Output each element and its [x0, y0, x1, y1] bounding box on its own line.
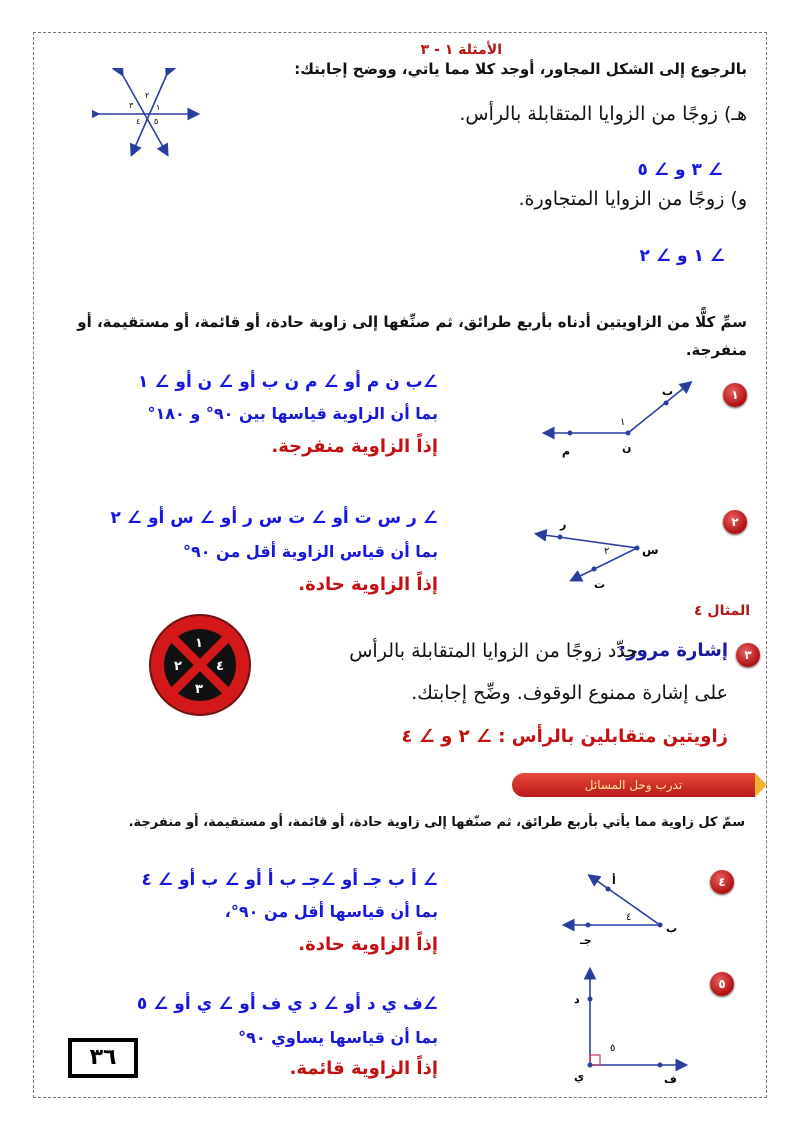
- problem-1-reason: بما أن الزاوية قياسها بين ٩٠° و ١٨٠°: [147, 404, 438, 423]
- part-h-question: هـ) زوجًا من الزوايا المتقابلة بالرأس.: [459, 103, 747, 125]
- problem-5-reason: بما أن قياسها يساوي ٩٠°: [238, 1028, 438, 1047]
- p1-label-b: ب: [662, 385, 674, 398]
- right-angle-figure: [560, 965, 690, 1090]
- practice-banner-tip: [755, 773, 767, 797]
- problem-3-answer: زاويتين متقابلين بالرأس : ∠ ٢ و ∠ ٤: [401, 726, 728, 747]
- problem-2-conclusion: إذاً الزاوية حادة.: [298, 574, 438, 595]
- problem-5-names: ∠ف ي د أو ∠ د ي ف أو ∠ ي أو ∠ ٥: [136, 994, 438, 1014]
- fig1-label-2: ٢: [145, 91, 150, 100]
- p4-label-b: ب: [666, 922, 678, 935]
- name-classify-instruction: سمِّ كلًّا من الزاويتين أدناه بأربع طرائق، ثم صنِّفها إلى زاوية حادة، أو قائمة، أو مستقيمة، أو: [77, 313, 747, 331]
- p1-label-m: م: [562, 445, 571, 458]
- fig1-label-1: ١: [156, 103, 161, 112]
- problem-1-number: ١: [723, 383, 747, 407]
- acute-angle-figure: [532, 512, 682, 592]
- fig1-label-5: ٥: [154, 117, 159, 126]
- problem-3-question-1: حدِّد زوجًا من الزوايا المتقابلة بالرأس: [349, 640, 638, 662]
- problem-5-number: ٥: [710, 972, 734, 996]
- p4-label-j: جـ: [580, 934, 592, 947]
- sign-label-1: ١: [195, 636, 203, 651]
- problem-3-heading: إشارة مرور:: [619, 640, 728, 661]
- p5-label-f: ف: [664, 1073, 677, 1086]
- problem-3-question-2: على إشارة ممنوع الوقوف. وضِّح إجابتك.: [411, 682, 728, 704]
- problem-1-names: ∠ب ن م أو ∠ م ن ب أو ∠ ن أو ∠ ١: [137, 372, 438, 392]
- p2-label-r: ر: [560, 518, 567, 531]
- part-w-question: و) زوجًا من الزوايا المتجاورة.: [518, 188, 747, 210]
- practice-banner-label: تدرب وحل المسائل: [584, 778, 683, 792]
- name-classify-instruction-2: منفرجة.: [685, 341, 747, 359]
- problem-2-reason: بما أن قياس الزاوية أقل من ٩٠°: [182, 542, 438, 561]
- problem-1-conclusion: إذاً الزاوية منفرجة.: [271, 436, 438, 457]
- problem-2-names: ∠ ر س ت أو ∠ ت س ر أو ∠ س أو ∠ ٢: [110, 508, 438, 528]
- acute-angle-abj-figure: [560, 870, 690, 950]
- practice-banner: [512, 773, 755, 797]
- sign-label-2: ٢: [174, 659, 182, 674]
- p1-label-n: ن: [622, 441, 632, 454]
- practice-instruction: سمّ كل زاوية مما يأتي بأربع طرائق، ثم صنّفها إلى زاوية حادة، أو قائمة، أو مستقيمة، أو منفرجة.: [128, 815, 745, 830]
- fig1-label-3: ٣: [129, 101, 134, 110]
- p1-label-angle: ١: [620, 417, 626, 428]
- page-number: ٣٦: [68, 1038, 138, 1078]
- intersecting-lines-figure: [92, 68, 202, 163]
- problem-2-number: ٢: [723, 510, 747, 534]
- p2-label-angle: ٢: [604, 546, 610, 557]
- part-h-answer: ∠ ٣ و ∠ ٥: [637, 160, 723, 180]
- problem-4-names: ∠ أ ب جـ أو ∠جـ ب أ أو ∠ ب أو ∠ ٤: [141, 870, 438, 890]
- example-4-label: المثال ٤: [694, 603, 750, 619]
- part-w-answer: ∠ ١ و ∠ ٢: [639, 246, 725, 266]
- p5-label-d: د: [574, 993, 580, 1006]
- p4-label-a: أ: [612, 874, 616, 887]
- p4-label-angle: ٤: [626, 912, 632, 923]
- p2-label-s: س: [642, 543, 659, 557]
- fig1-label-4: ٤: [136, 117, 141, 126]
- problem-4-number: ٤: [710, 870, 734, 894]
- sign-label-4: ٤: [216, 659, 224, 674]
- obtuse-angle-figure: [540, 375, 710, 465]
- sign-label-3: ٣: [195, 682, 203, 697]
- problem-5-conclusion: إذاً الزاوية قائمة.: [289, 1058, 438, 1079]
- p5-label-y: ي: [574, 1070, 585, 1083]
- problem-4-reason: بما أن قياسها أقل من ٩٠°،: [224, 902, 438, 921]
- p2-label-t: ت: [594, 578, 606, 591]
- intro-instruction: بالرجوع إلى الشكل المجاور، أوجد كلا مما ياتي، ووضح إجابتك:: [294, 60, 747, 78]
- problem-4-conclusion: إذاً الزاوية حادة.: [298, 934, 438, 955]
- problem-3-number: ٣: [736, 643, 760, 667]
- examples-title: الأمثلة ١ - ٣: [420, 42, 502, 58]
- p5-label-angle: ٥: [610, 1043, 616, 1054]
- no-parking-sign: [148, 613, 252, 717]
